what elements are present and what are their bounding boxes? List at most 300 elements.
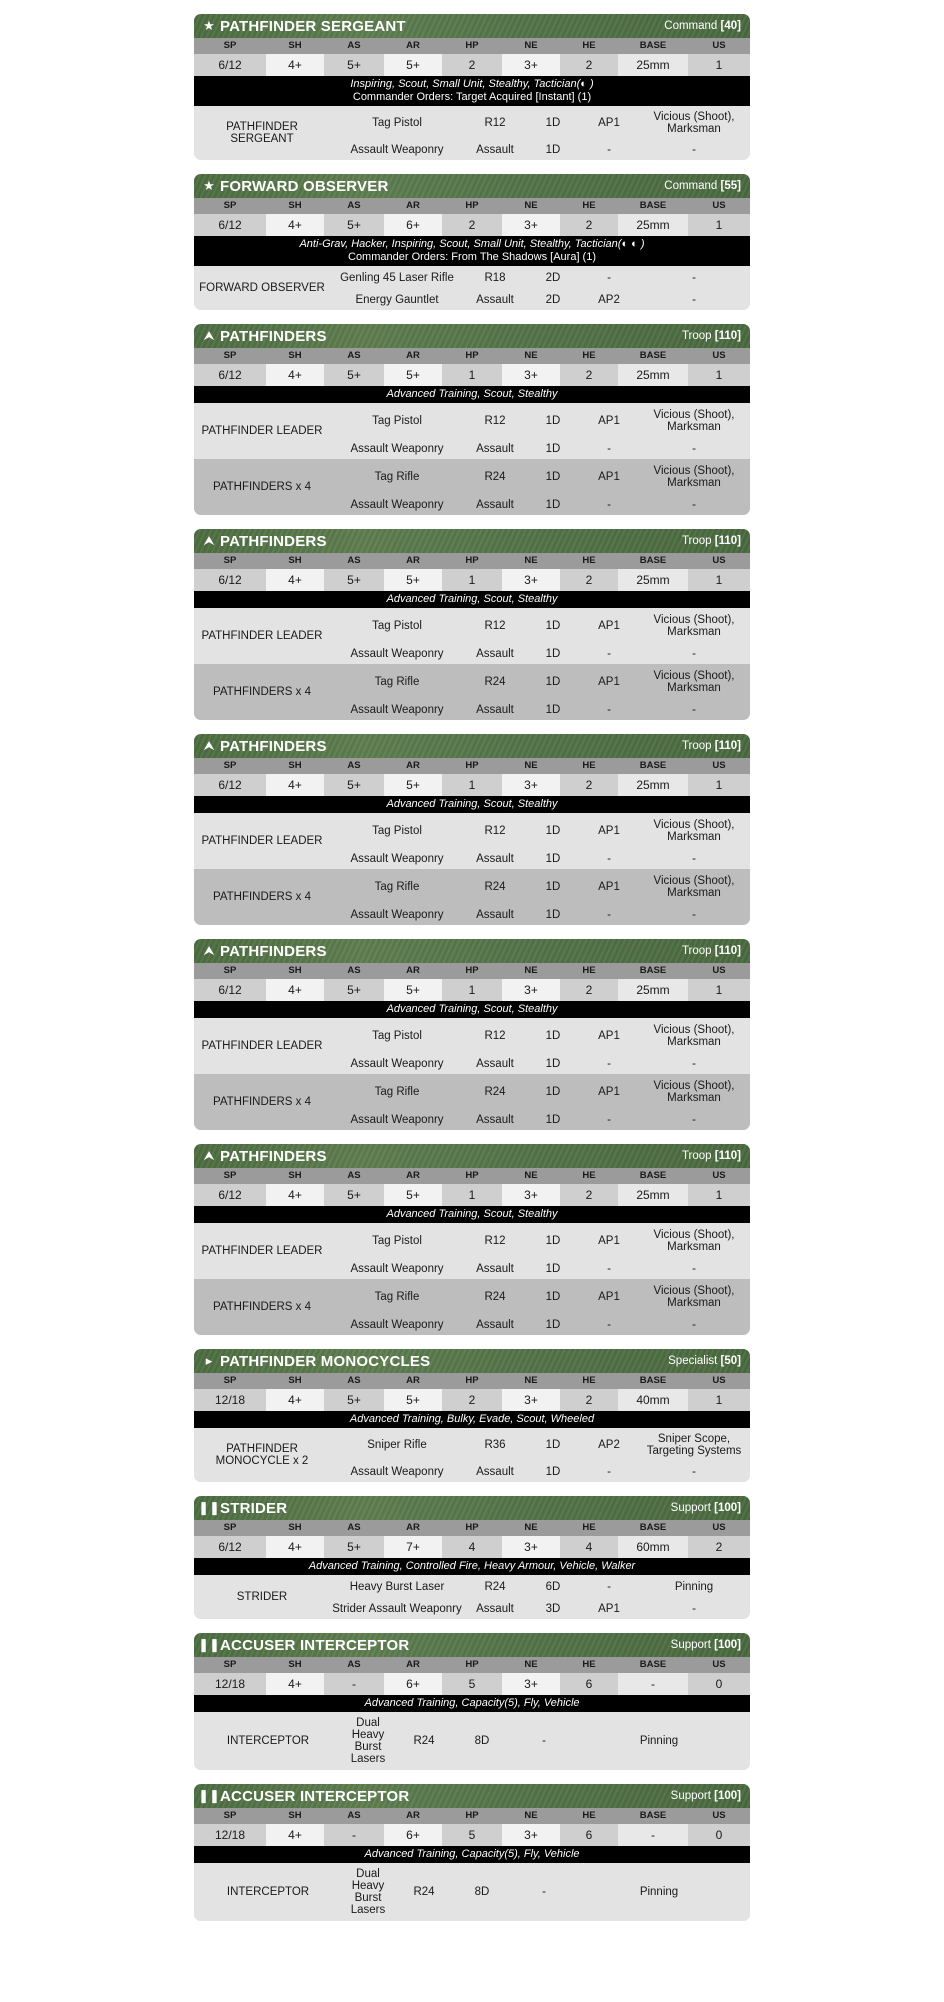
stat-header: AS [347, 200, 361, 211]
weapon-name: Tag Pistol [372, 1030, 422, 1042]
stat-header: SP [223, 1170, 237, 1181]
weapon-ap: AP1 [598, 881, 620, 893]
weapon-row [330, 1575, 750, 1599]
model-row [194, 813, 750, 869]
weapon-row [330, 1110, 750, 1130]
weapon-shots: 1D [545, 881, 561, 893]
weapon-special: - [692, 909, 696, 921]
troop-icon: ⮝ [203, 328, 215, 343]
weapon-row [330, 869, 750, 905]
weapon-special: Vicious (Shoot), Marksman [653, 1285, 735, 1309]
model-name: PATHFINDERS x 4 [213, 1301, 311, 1313]
support-icon: ❚❚ [198, 1788, 220, 1803]
stat-value: 4+ [266, 1536, 324, 1558]
stat-value: 3+ [502, 1184, 560, 1206]
weapon-shots: 2D [545, 294, 561, 306]
weapon-name: Assault Weaponry [350, 144, 444, 156]
unit-card [194, 14, 750, 160]
stat-value-row [194, 54, 750, 76]
special-rules [194, 796, 750, 813]
unit-card-list [194, 14, 750, 1921]
weapon-name: Tag Pistol [372, 415, 422, 427]
stat-header: HE [582, 965, 596, 976]
stat-header-row [194, 1520, 750, 1536]
weapon-name: Tag Pistol [372, 620, 422, 632]
weapon-shots: 1D [545, 415, 561, 427]
stat-value: 6/12 [194, 1536, 266, 1558]
weapon-ap: - [607, 1581, 611, 1593]
stat-header: US [712, 1659, 726, 1670]
stat-header: HE [582, 1170, 596, 1181]
weapon-ap: AP1 [598, 825, 620, 837]
stat-header: AR [406, 760, 420, 771]
stat-header: AS [347, 760, 361, 771]
weapon-name: Sniper Rifle [367, 1439, 427, 1451]
stat-header: NE [524, 760, 538, 771]
commander-orders: Commander Orders: Target Acquired [Instant] (1) [352, 91, 592, 103]
unit-card [194, 1496, 750, 1619]
stat-value: 6/12 [194, 364, 266, 386]
stat-value: 1 [688, 774, 750, 796]
weapon-special: Vicious (Shoot), Marksman [653, 670, 735, 694]
points-cost: [110] [714, 1150, 741, 1162]
weapon-list [330, 459, 750, 515]
stat-header: AR [406, 1375, 420, 1386]
unit-card [194, 734, 750, 925]
weapon-row [330, 266, 750, 290]
stat-value: 0 [688, 1673, 750, 1695]
weapon-list [330, 1018, 750, 1074]
stat-header-row [194, 1373, 750, 1389]
stat-value: - [618, 1824, 688, 1846]
stat-header: HP [465, 1170, 479, 1181]
weapon-special: Vicious (Shoot), Marksman [653, 1080, 735, 1104]
weapon-row [330, 1315, 750, 1335]
weapon-special: - [692, 1058, 696, 1070]
weapon-ap: - [607, 704, 611, 716]
weapon-special: Vicious (Shoot), Marksman [653, 1229, 735, 1253]
weapon-row [330, 1074, 750, 1110]
stat-header: HP [465, 1375, 479, 1386]
weapon-ap: - [607, 853, 611, 865]
weapon-shots: 3D [545, 1603, 561, 1615]
stat-header: SH [288, 1659, 302, 1670]
stat-value: 5+ [324, 774, 384, 796]
model-name: PATHFINDERS x 4 [213, 891, 311, 903]
stat-header: SH [288, 555, 302, 566]
rules-text: Advanced Training, Controlled Fire, Heavy Armour, Vehicle, Walker [308, 1560, 636, 1572]
weapon-row [330, 439, 750, 459]
weapon-range: R18 [484, 272, 506, 284]
troop-icon: ⮝ [203, 533, 215, 548]
weapon-range: R36 [484, 1439, 506, 1451]
stat-header: SP [223, 1375, 237, 1386]
model-name: PATHFINDERS x 4 [213, 1096, 311, 1108]
stat-header: AS [347, 350, 361, 361]
weapon-name: Tag Pistol [372, 1235, 422, 1247]
stat-header: HP [465, 200, 479, 211]
weapon-range: R12 [484, 825, 506, 837]
stat-header: NE [524, 965, 538, 976]
stat-value: 4+ [266, 214, 324, 236]
weapon-shots: 1D [545, 853, 561, 865]
stat-value: 2 [560, 54, 618, 76]
weapon-row [330, 1462, 750, 1482]
stat-value-row [194, 569, 750, 591]
weapon-ap: - [542, 1886, 546, 1898]
stat-value: 2 [560, 364, 618, 386]
model-row [194, 1712, 750, 1770]
stat-value: 5+ [324, 1184, 384, 1206]
stat-header: HE [582, 200, 596, 211]
weapon-shots: 1D [545, 117, 561, 129]
weapon-shots: 1D [545, 1235, 561, 1247]
stat-value: 1 [688, 1389, 750, 1411]
stat-value-row [194, 364, 750, 386]
weapon-shots: 1D [545, 620, 561, 632]
stat-value: 5+ [324, 1536, 384, 1558]
category-label: Command [664, 20, 718, 32]
stat-header: NE [524, 40, 538, 51]
stat-header-row [194, 1168, 750, 1184]
weapon-ap: AP1 [598, 1235, 620, 1247]
stat-value: 2 [442, 214, 502, 236]
model-row [194, 1018, 750, 1074]
weapon-list [330, 106, 750, 160]
stat-value: 3+ [502, 214, 560, 236]
stat-value: 4+ [266, 54, 324, 76]
weapon-shots: 1D [545, 825, 561, 837]
special-rules [194, 236, 750, 266]
weapon-row [330, 849, 750, 869]
weapon-shots: 1D [545, 1114, 561, 1126]
stat-value: 2 [560, 1184, 618, 1206]
stat-header: NE [524, 555, 538, 566]
stat-value: 1 [442, 1184, 502, 1206]
stat-header: US [712, 760, 726, 771]
troop-icon: ⮝ [203, 943, 215, 958]
stat-value: 6 [560, 1824, 618, 1846]
weapon-row [330, 644, 750, 664]
weapon-row [330, 813, 750, 849]
weapon-ap: AP1 [598, 1603, 620, 1615]
weapon-row [330, 1054, 750, 1074]
category-label: Troop [681, 1150, 712, 1162]
rules-text: Advanced Training, Capacity(5), Fly, Vehicle [364, 1848, 580, 1860]
card-header [194, 1633, 750, 1657]
weapon-name: Assault Weaponry [350, 853, 444, 865]
stat-header: NE [524, 1375, 538, 1386]
unit-title: PATHFINDERS [220, 532, 327, 550]
stat-value: 6+ [384, 1673, 442, 1695]
stat-header: US [712, 1375, 726, 1386]
stat-value: 12/18 [194, 1673, 266, 1695]
unit-title: FORWARD OBSERVER [220, 177, 389, 195]
weapon-ap: - [542, 1735, 546, 1747]
weapon-range: R12 [484, 1030, 506, 1042]
stat-value: 6/12 [194, 569, 266, 591]
stat-value: 6/12 [194, 979, 266, 1001]
weapon-row [330, 403, 750, 439]
model-name: PATHFINDER LEADER [201, 1245, 323, 1257]
stat-value: 5+ [384, 569, 442, 591]
stat-header: BASE [639, 40, 667, 51]
stat-header: AR [406, 1170, 420, 1181]
unit-category [664, 20, 741, 32]
stat-header: AR [406, 1810, 420, 1821]
stat-value-row [194, 1389, 750, 1411]
model-row [194, 1279, 750, 1335]
stat-header: HP [465, 40, 479, 51]
weapon-range: R24 [484, 1086, 506, 1098]
unit-title: PATHFINDERS [220, 737, 327, 755]
card-header [194, 939, 750, 963]
stat-value: 5+ [324, 1389, 384, 1411]
stat-value: 3+ [502, 364, 560, 386]
rules-text: Advanced Training, Scout, Stealthy [386, 388, 558, 400]
star-icon: ★ [203, 178, 215, 193]
weapon-range: Assault [476, 1058, 514, 1070]
weapon-special: - [692, 704, 696, 716]
weapon-row [330, 495, 750, 515]
card-header [194, 529, 750, 553]
stat-value: 4+ [266, 1389, 324, 1411]
stat-value: 3+ [502, 774, 560, 796]
rules-text: Advanced Training, Scout, Stealthy [386, 593, 558, 605]
stat-header: NE [524, 1522, 538, 1533]
stat-value: 4 [560, 1536, 618, 1558]
stat-header: BASE [639, 1375, 667, 1386]
stat-header: AR [406, 965, 420, 976]
unit-category [682, 1150, 741, 1162]
stat-value: 2 [560, 979, 618, 1001]
weapon-ap: AP1 [598, 1030, 620, 1042]
stat-header: HE [582, 1375, 596, 1386]
unit-category [682, 535, 741, 547]
weapon-ap: - [607, 1263, 611, 1275]
stat-value: 2 [442, 54, 502, 76]
stat-value-row [194, 774, 750, 796]
stat-header-row [194, 348, 750, 364]
unit-card [194, 324, 750, 515]
card-spacer [194, 925, 750, 939]
card-header [194, 14, 750, 38]
stat-header: SP [223, 200, 237, 211]
weapon-row [330, 1428, 750, 1462]
weapon-name: Tag Rifle [374, 471, 420, 483]
weapon-special: - [692, 443, 696, 455]
model-name: PATHFINDER LEADER [201, 630, 323, 642]
weapon-ap: - [607, 443, 611, 455]
stat-header: NE [524, 1170, 538, 1181]
weapon-name: Assault Weaponry [350, 704, 444, 716]
stat-value: 5+ [384, 54, 442, 76]
stat-value: 1 [688, 54, 750, 76]
weapon-shots: 1D [545, 471, 561, 483]
weapon-shots: 1D [545, 443, 561, 455]
weapon-ap: - [607, 272, 611, 284]
rules-text: Advanced Training, Scout, Stealthy [386, 1003, 558, 1015]
weapon-special: Vicious (Shoot), Marksman [653, 465, 735, 489]
unit-category [682, 740, 741, 752]
points-cost: [55] [720, 180, 741, 192]
card-header [194, 1496, 750, 1520]
stat-header: BASE [639, 555, 667, 566]
unit-title: STRIDER [220, 1499, 288, 1517]
support-icon: ❚❚ [198, 1500, 220, 1515]
stat-header: SH [288, 1522, 302, 1533]
stat-value: 6/12 [194, 54, 266, 76]
stat-value: 5 [442, 1673, 502, 1695]
weapon-row [330, 1279, 750, 1315]
weapon-list [330, 1575, 750, 1619]
stat-header: HP [465, 1810, 479, 1821]
weapon-special: Pinning [639, 1735, 679, 1747]
weapon-list [330, 664, 750, 720]
weapon-name: Assault Weaponry [350, 648, 444, 660]
model-row [194, 1863, 750, 1921]
weapon-special: Vicious (Shoot), Marksman [653, 875, 735, 899]
weapon-range: R24 [484, 1581, 506, 1593]
stat-value: 5+ [384, 774, 442, 796]
weapon-name: Tag Pistol [372, 117, 422, 129]
stat-header: US [712, 1522, 726, 1533]
stat-value: 3+ [502, 54, 560, 76]
stat-value: 5+ [324, 214, 384, 236]
stat-header: NE [524, 1810, 538, 1821]
weapon-name: Assault Weaponry [350, 1263, 444, 1275]
weapon-ap: AP1 [598, 676, 620, 688]
weapon-row [330, 459, 750, 495]
weapon-range: Assault [476, 704, 514, 716]
stat-value: 7+ [384, 1536, 442, 1558]
stat-header: HP [465, 760, 479, 771]
rules-text: Anti-Grav, Hacker, Inspiring, Scout, Small Unit, Stealthy, Tactician(◐ ◐ ) [299, 238, 645, 250]
stat-header-row [194, 553, 750, 569]
rules-text: Advanced Training, Scout, Stealthy [386, 798, 558, 810]
points-cost: [110] [714, 535, 741, 547]
category-label: Support [670, 1639, 711, 1651]
stat-header: AS [347, 1522, 361, 1533]
weapon-shots: 1D [545, 1086, 561, 1098]
weapon-special: - [692, 294, 696, 306]
weapon-shots: 1D [545, 1319, 561, 1331]
stat-value: 3+ [502, 1536, 560, 1558]
unit-card [194, 1633, 750, 1770]
stat-header: SH [288, 200, 302, 211]
unit-card [194, 174, 750, 310]
unit-title: PATHFINDER MONOCYCLES [220, 1352, 431, 1370]
stat-value: 4+ [266, 569, 324, 591]
unit-title: ACCUSER INTERCEPTOR [220, 1787, 410, 1805]
weapon-range: Assault [476, 1263, 514, 1275]
weapon-range: Assault [476, 499, 514, 511]
unit-category [664, 180, 741, 192]
weapon-ap: - [607, 1319, 611, 1331]
card-spacer [194, 310, 750, 324]
stat-value: 1 [688, 569, 750, 591]
weapon-special: - [692, 144, 696, 156]
weapon-range: Assault [476, 1603, 514, 1615]
weapon-row [330, 106, 750, 140]
weapon-shots: 1D [545, 1291, 561, 1303]
stat-header: US [712, 1170, 726, 1181]
card-header [194, 174, 750, 198]
weapon-range: Assault [476, 909, 514, 921]
stat-header: SH [288, 760, 302, 771]
stat-value: 2 [560, 214, 618, 236]
special-rules [194, 1846, 750, 1863]
weapon-ap: - [607, 144, 611, 156]
weapon-name: Energy Gauntlet [355, 294, 439, 306]
unit-category [671, 1790, 741, 1802]
weapon-shots: 8D [474, 1735, 490, 1747]
stat-header: US [712, 555, 726, 566]
stat-header: SP [223, 760, 237, 771]
stat-header: AR [406, 200, 420, 211]
card-spacer [194, 1619, 750, 1633]
weapon-range: Assault [476, 1319, 514, 1331]
weapon-range: Assault [476, 1466, 514, 1478]
unit-card [194, 1784, 750, 1921]
weapon-list [330, 813, 750, 869]
model-name: FORWARD OBSERVER [199, 282, 325, 294]
weapon-ap: AP1 [598, 415, 620, 427]
stat-header: HE [582, 1659, 596, 1670]
weapon-name: Tag Rifle [374, 1291, 420, 1303]
stat-value: 4+ [266, 1673, 324, 1695]
weapon-shots: 1D [545, 1466, 561, 1478]
weapon-shots: 6D [545, 1581, 561, 1593]
stat-header: NE [524, 200, 538, 211]
unit-card [194, 529, 750, 720]
stat-header: SH [288, 965, 302, 976]
weapon-name: Assault Weaponry [350, 909, 444, 921]
stat-value-row [194, 1184, 750, 1206]
stat-header: AS [347, 555, 361, 566]
stat-header: HE [582, 1810, 596, 1821]
stat-value: 25mm [618, 54, 688, 76]
weapon-special: - [692, 1603, 696, 1615]
stat-header: US [712, 350, 726, 361]
points-cost: [100] [714, 1790, 741, 1802]
weapon-shots: 8D [474, 1886, 490, 1898]
stat-value: 4+ [266, 979, 324, 1001]
model-name: PATHFINDER LEADER [201, 425, 323, 437]
unit-card [194, 939, 750, 1130]
weapon-ap: - [607, 1466, 611, 1478]
troop-icon: ⮝ [203, 1148, 215, 1163]
stat-header: SP [223, 40, 237, 51]
weapon-range: R24 [413, 1735, 435, 1747]
stat-header-row [194, 963, 750, 979]
specialist-icon: ▸ [205, 1353, 213, 1368]
stat-value: 3+ [502, 1824, 560, 1846]
card-spacer [194, 160, 750, 174]
stat-header: SH [288, 1810, 302, 1821]
weapon-range: R24 [484, 676, 506, 688]
stat-value: 5+ [384, 1184, 442, 1206]
stat-value: 5+ [324, 569, 384, 591]
category-label: Troop [681, 945, 712, 957]
stat-value: 1 [442, 569, 502, 591]
unit-title: PATHFINDERS [220, 1147, 327, 1165]
stat-value: 1 [688, 1184, 750, 1206]
weapon-row [330, 700, 750, 720]
unit-category [671, 1502, 741, 1514]
special-rules [194, 591, 750, 608]
weapon-range: Assault [476, 443, 514, 455]
